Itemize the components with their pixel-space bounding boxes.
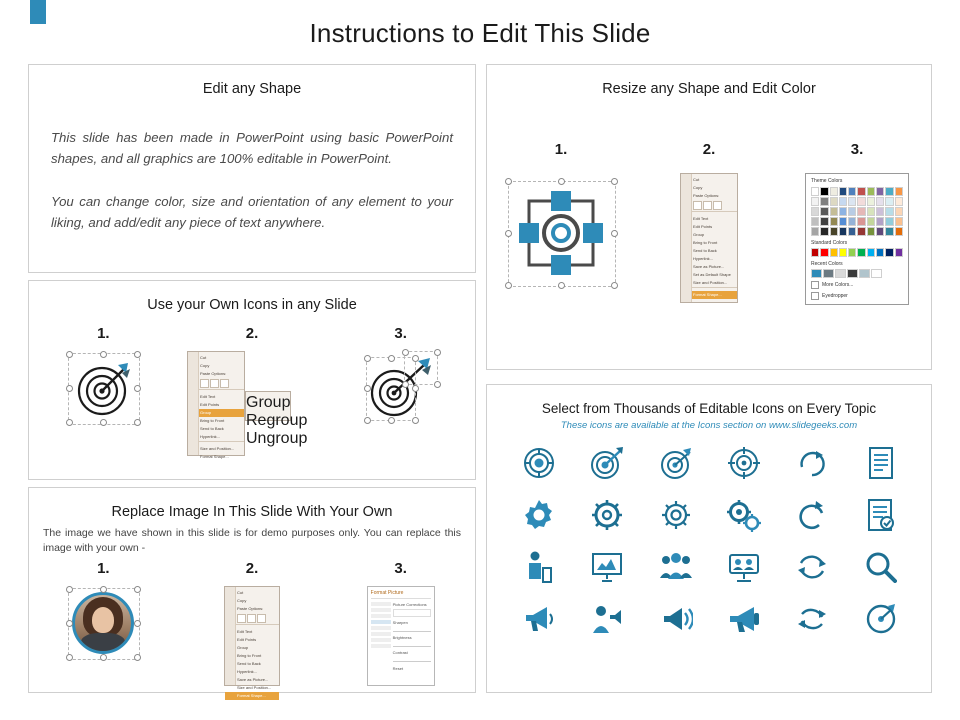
format-label-reset[interactable]: Reset <box>392 666 404 671</box>
portrait-photo[interactable] <box>72 592 134 654</box>
menu-item-copy[interactable]: Copy <box>693 185 703 190</box>
icon-checklist-document[interactable] <box>866 498 896 532</box>
format-label-contrast: Contrast <box>392 650 408 655</box>
team-network-icon <box>727 551 761 583</box>
person-announce-icon <box>590 603 624 635</box>
step-number-3: 3. <box>394 325 407 342</box>
replace-image-note: The image we have shown in this slide is for demo purposes only. You can replace this image with your own - <box>43 527 461 554</box>
menu-item-edit-points[interactable]: Edit Points <box>693 224 713 229</box>
menu-item-send-to-back[interactable]: Send to Back <box>693 248 717 253</box>
menu-item-send-to-back[interactable]: Send to Back <box>200 426 224 431</box>
menu-item-size-position[interactable]: Size and Position... <box>693 280 728 285</box>
bullhorn-icon <box>727 604 761 634</box>
icon-megaphone[interactable] <box>522 604 556 634</box>
recycle-arrows-icon <box>796 603 828 635</box>
menu-item-save-as-picture[interactable]: Save as Picture... <box>693 264 725 269</box>
submenu-item-ungroup[interactable]: Ungroup <box>246 430 308 447</box>
menu-item-send-to-back[interactable]: Send to Back <box>237 661 261 666</box>
gear-cog-icon <box>590 498 624 532</box>
icon-crosshair-target[interactable] <box>727 446 761 480</box>
target-arrow-icon <box>590 446 624 480</box>
icon-gear-settings[interactable] <box>522 498 556 532</box>
format-label-corrections: Picture Corrections <box>392 602 427 607</box>
page-title: Instructions to Edit This Slide <box>309 18 651 48</box>
picture-context-menu[interactable] <box>224 586 280 698</box>
thumb-picture-context-menu[interactable] <box>178 586 327 698</box>
icon-person-announce[interactable] <box>590 603 624 635</box>
format-label-sharpen: Sharpen <box>392 620 408 625</box>
menu-item-edit-text[interactable]: Edit Text <box>200 394 216 399</box>
menu-item-hyperlink[interactable]: Hyperlink... <box>200 434 221 439</box>
format-label-brightness: Brightness <box>392 635 412 640</box>
icon-target-arrow[interactable] <box>590 446 624 480</box>
menu-item-size-position[interactable]: Size and Position... <box>237 685 272 690</box>
step-number-2: 2. <box>245 560 259 577</box>
shape-context-menu[interactable] <box>680 173 738 303</box>
menu-item-hyperlink[interactable]: Hyperlink... <box>237 669 258 674</box>
step-number-1: 1. <box>97 560 110 577</box>
menu-item-edit-points[interactable]: Edit Points <box>200 402 220 407</box>
menu-item-size-position[interactable]: Size and Position... <box>200 446 235 451</box>
icon-cycle-arrows[interactable] <box>796 551 828 583</box>
resize-shape-thumbnails <box>487 173 931 305</box>
checklist-document-icon <box>866 498 896 532</box>
eyedropper-item[interactable] <box>811 292 903 300</box>
gear-settings-icon <box>522 498 556 532</box>
color-picker-standard-title: Standard Colors <box>811 240 848 246</box>
color-picker-theme-title: Theme Colors <box>811 178 843 184</box>
palette-icon <box>811 281 819 289</box>
own-icons-thumbnails <box>29 351 475 459</box>
own-icons-steps <box>29 325 475 342</box>
more-colors-item[interactable] <box>811 281 903 289</box>
group-submenu[interactable] <box>245 391 308 447</box>
eyedropper-label: Eyedropper <box>822 293 848 299</box>
panel-own-icons-title: Use your Own Icons in any Slide <box>147 297 357 313</box>
step-number-3: 3. <box>394 560 407 577</box>
menu-item-bring-to-front[interactable]: Bring to Front <box>237 653 262 658</box>
target-dartboard-icon <box>522 446 556 480</box>
icon-bullhorn[interactable] <box>727 604 761 634</box>
replace-image-thumbnails <box>29 586 475 698</box>
menu-item-format-shape[interactable]: Format Shape... <box>200 454 229 459</box>
icon-magnifier-search[interactable] <box>865 551 897 583</box>
edit-shape-paragraph-2: You can change color, size and orientation of any element to your liking, and add/edit any piece of text anywhere. <box>51 194 453 230</box>
color-picker[interactable] <box>805 173 909 305</box>
presentation-person-icon <box>590 551 624 583</box>
icon-refresh-arrow[interactable] <box>796 447 828 479</box>
panel-replace-image <box>28 487 476 698</box>
menu-item-cut[interactable]: Cut <box>200 355 207 360</box>
panel-own-icons <box>28 280 476 480</box>
menu-item-cut[interactable]: Cut <box>237 590 244 595</box>
icon-gear-outline[interactable] <box>659 498 693 532</box>
cycle-arrows-icon <box>796 551 828 583</box>
panel-edit-shape <box>28 64 476 273</box>
target-bullseye-arrow-icon <box>659 446 693 480</box>
thumb-shape-context-menu[interactable] <box>635 173 783 303</box>
gears-double-icon <box>726 498 762 532</box>
menu-item-hyperlink[interactable]: Hyperlink... <box>693 256 714 261</box>
magnifier-search-icon <box>865 551 897 583</box>
icon-presentation-person[interactable] <box>590 551 624 583</box>
icon-person-podium[interactable] <box>524 550 554 584</box>
resize-shape-steps <box>487 141 931 158</box>
gear-outline-icon <box>659 498 693 532</box>
color-picker-recent-title: Recent Colors <box>811 261 843 267</box>
group-people-icon <box>658 552 694 582</box>
theme-color-tint-row-3[interactable] <box>811 217 903 226</box>
thumb-target-ungrouped[interactable] <box>326 351 475 425</box>
theme-color-tint-row-4[interactable] <box>811 227 903 236</box>
icon-library-grid <box>505 437 915 645</box>
menu-item-set-default-shape[interactable]: Set as Default Shape <box>693 272 731 277</box>
panel-select-icons-subtitle: These icons are available at the Icons section on www.slidegeeks.com <box>560 420 858 431</box>
more-colors-label: More Colors... <box>822 282 854 288</box>
panel-resize-shape-title: Resize any Shape and Edit Color <box>602 81 816 97</box>
menu-item-group[interactable]: Group <box>237 645 249 650</box>
theme-color-swatch-row[interactable] <box>811 187 903 196</box>
thumb-format-picture-pane[interactable] <box>326 586 475 686</box>
panel-replace-image-title: Replace Image In This Slide With Your Own <box>111 504 393 520</box>
step-number-3: 3. <box>850 141 864 158</box>
icon-target-bullseye-arrow[interactable] <box>659 446 693 480</box>
icon-group-people[interactable] <box>658 552 694 582</box>
left-margin <box>0 0 18 720</box>
step-number-2: 2. <box>245 325 259 342</box>
panel-resize-shape <box>486 64 932 370</box>
menu-item-format-shape[interactable]: Format Shape... <box>681 291 737 299</box>
menu-item-edit-text[interactable]: Edit Text <box>693 216 709 221</box>
theme-color-tint-row-1[interactable] <box>811 197 903 206</box>
menu-item-save-as-picture[interactable]: Save as Picture... <box>237 677 269 682</box>
step-number-1: 1. <box>97 325 110 342</box>
crosshair-target-icon <box>727 446 761 480</box>
document-list-icon <box>866 446 896 480</box>
edit-shape-paragraph-1: This slide has been made in PowerPoint using basic PowerPoint shapes, and all graphics are 100% editable in PowerPoint. <box>51 130 453 166</box>
format-picture-pane[interactable] <box>367 586 435 686</box>
menu-item-paste-options[interactable]: Paste Options: <box>237 606 264 611</box>
icon-team-network[interactable] <box>727 551 761 583</box>
step-number-1: 1. <box>554 141 568 158</box>
menu-item-paste-options[interactable]: Paste Options: <box>693 193 720 198</box>
reload-circular-icon <box>796 499 828 531</box>
menu-item-bring-to-front[interactable]: Bring to Front <box>200 418 225 423</box>
menu-item-group[interactable]: Group <box>693 232 705 237</box>
panel-select-icons-title: Select from Thousands of Editable Icons on Every Topic <box>541 401 877 416</box>
icon-recycle-arrows[interactable] <box>796 603 828 635</box>
menu-item-format-shape[interactable]: Format Shape... <box>225 692 279 700</box>
submenu-item-group[interactable]: Group <box>246 394 291 411</box>
icon-document-list[interactable] <box>866 446 896 480</box>
megaphone-icon <box>522 604 556 634</box>
thumb-context-menu[interactable] <box>178 351 327 459</box>
replace-image-steps <box>29 560 475 577</box>
thumb-shape-selected[interactable] <box>487 173 635 291</box>
menu-item-edit-text[interactable]: Edit Text <box>237 629 253 634</box>
menu-item-group[interactable]: Group <box>188 409 244 417</box>
menu-item-bring-to-front[interactable]: Bring to Front <box>693 240 718 245</box>
thumb-color-picker[interactable] <box>783 173 931 305</box>
target-clock-icon <box>865 603 897 635</box>
panel-select-icons <box>486 384 932 693</box>
icon-gear-cog[interactable] <box>590 498 624 532</box>
step-number-2: 2. <box>702 141 716 158</box>
submenu-item-regroup[interactable]: Regroup <box>246 412 308 429</box>
standard-color-swatch-row[interactable] <box>811 248 903 257</box>
icon-loudspeaker[interactable] <box>659 604 693 634</box>
thumb-photo-selected[interactable] <box>29 586 178 660</box>
menu-item-copy[interactable]: Copy <box>237 598 247 603</box>
menu-item-copy[interactable]: Copy <box>200 363 210 368</box>
menu-item-edit-points[interactable]: Edit Points <box>237 637 257 642</box>
person-podium-icon <box>524 550 554 584</box>
menu-item-paste-options[interactable]: Paste Options: <box>200 371 227 376</box>
format-pane-title: Format Picture <box>371 590 431 599</box>
icon-target-dartboard[interactable] <box>522 446 556 480</box>
recent-color-swatch-row[interactable] <box>811 269 903 278</box>
loudspeaker-icon <box>659 604 693 634</box>
icon-target-clock[interactable] <box>865 603 897 635</box>
thumb-target-selected[interactable] <box>29 351 178 425</box>
panel-edit-shape-title: Edit any Shape <box>202 81 302 97</box>
icon-reload-circular[interactable] <box>796 499 828 531</box>
menu-item-cut[interactable]: Cut <box>693 177 700 182</box>
eyedropper-icon <box>811 292 819 300</box>
theme-color-tint-row-2[interactable] <box>811 207 903 216</box>
icon-gears-double[interactable] <box>726 498 762 532</box>
context-menu[interactable] <box>187 351 245 459</box>
refresh-arrow-icon <box>796 447 828 479</box>
